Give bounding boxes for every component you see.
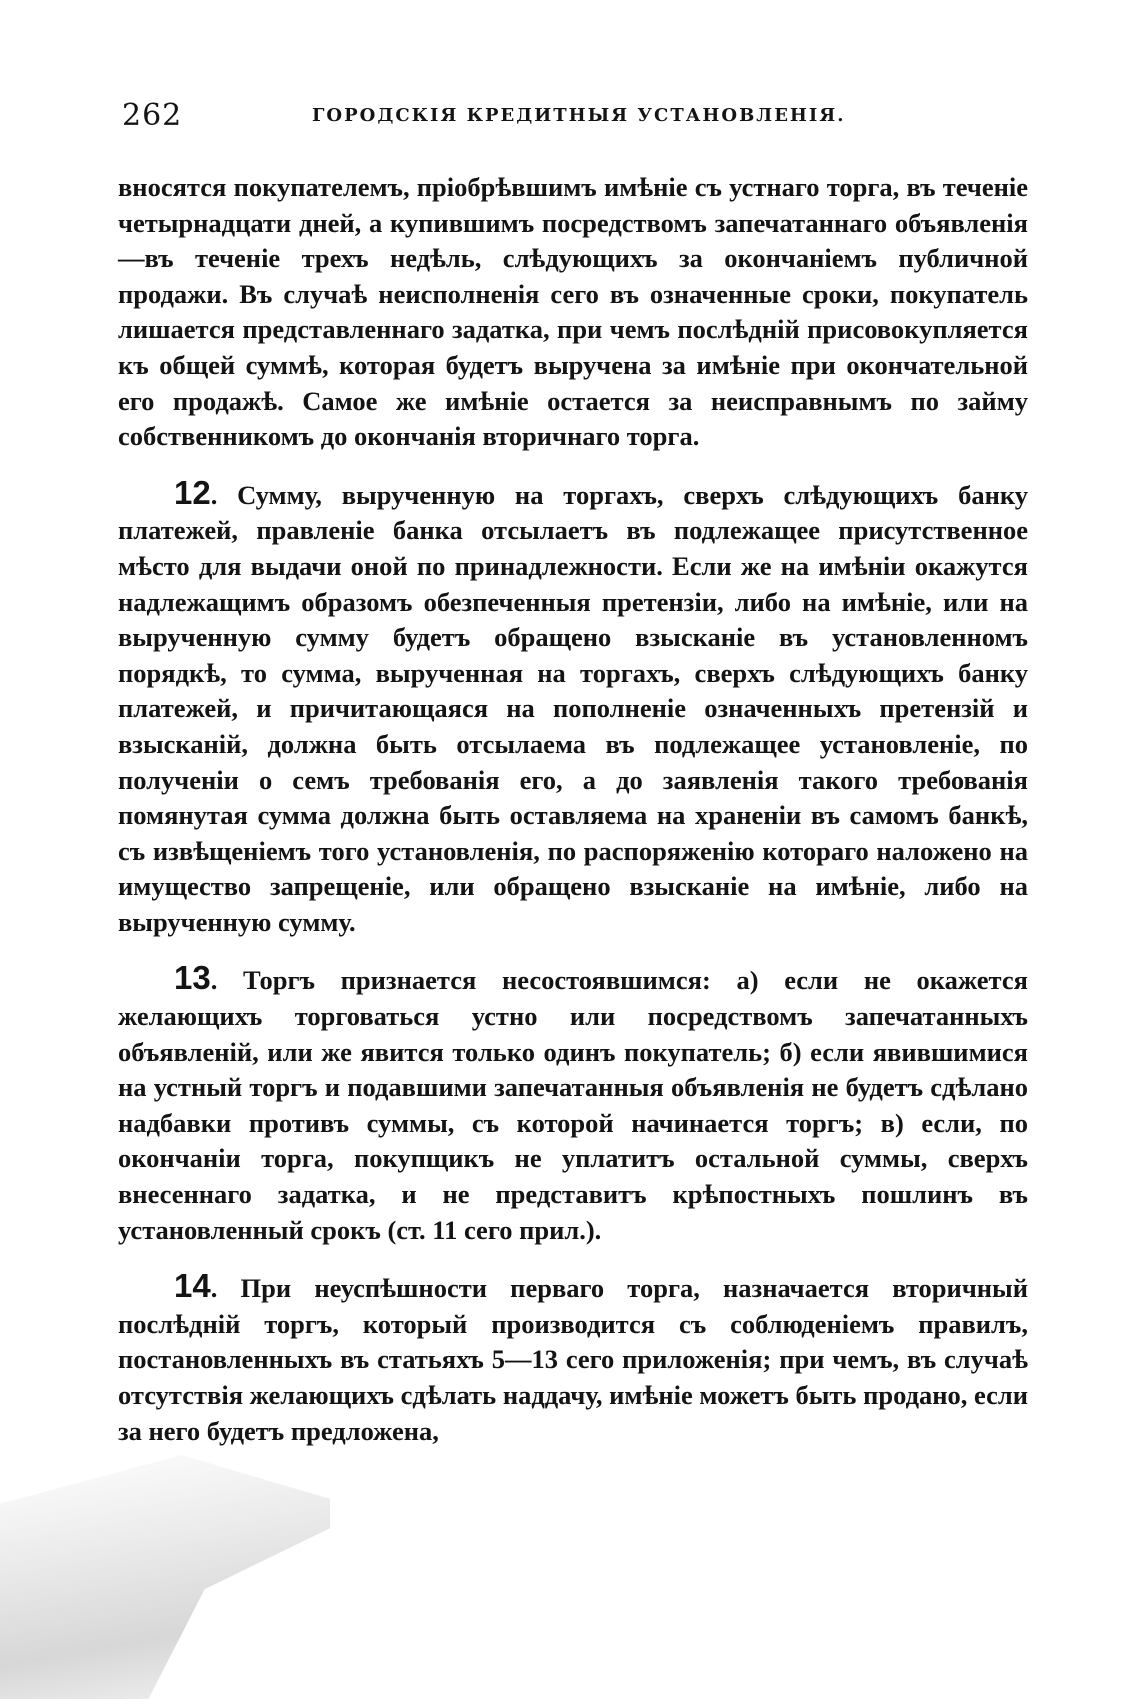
- page-header: [122, 98, 1027, 138]
- article-number: 13: [174, 959, 211, 997]
- paragraph-continuation: [118, 170, 1028, 455]
- body-text: [118, 170, 1028, 1449]
- paragraph-text: . Торгъ признается несостоявшимся: а) если не окажется желающихъ торговаться устно или посредствомъ запечатанныхъ объявленій, или же явится только одинъ покупатель; б) если явившимися на устный торгъ и подавшими запечатанныя объявленія не будетъ сдѣлано надбавки противъ суммы, съ которой начинается торгъ; в) если, по окончаніи торга, покупщикъ не уплатитъ остальной суммы, сверхъ внесеннаго задатка, и не представитъ крѣпостныхъ пошлинъ въ установленный срокъ (ст. 11 сего прил.).: [118, 965, 1028, 1245]
- article-14: [118, 1268, 1028, 1449]
- paragraph-text: . При неуспѣшности перваго торга, назначается вторичный послѣдній торгъ, который производится съ соблюденіемъ правилъ, постановленныхъ въ статьяхъ 5—13 сего приложенія; при чемъ, въ случаѣ отсутствія желающихъ сдѣлать наддачу, имѣніе можетъ быть продано, если за него будетъ предложена,: [118, 1273, 1028, 1446]
- scan-shadow: [0, 1455, 330, 1699]
- article-number: 14: [174, 1267, 211, 1305]
- article-number: 12: [174, 473, 211, 511]
- article-12: [118, 475, 1028, 941]
- running-title: ГОРОДСКІЯ КРЕДИТНЫЯ УСТАНОВЛЕНІЯ.: [312, 105, 846, 126]
- page-number: 262: [122, 98, 183, 133]
- article-13: [118, 960, 1028, 1248]
- paragraph-text: . Сумму, вырученную на торгахъ, сверхъ слѣдующихъ банку платежей, правленіе банка отсылаетъ въ подлежащее присутственное мѣсто для выдачи оной по принадлежности. Если же на имѣніи окажутся надлежащимъ образомъ обезпеченныя претензіи, либо на имѣніе, или на вырученную сумму будетъ обращено взысканіе въ установленномъ порядкѣ, то сумма, вырученная на торгахъ, сверхъ слѣдующихъ банку платежей, и причитающаяся на пополненіе означенныхъ претензій и взысканій, должна быть отсылаема въ подлежащее установленіе, по полученіи о семъ требованія его, а до заявленія такого требованія помянутая сумма должна быть оставляема на храненіи въ самомъ банкѣ, съ извѣщеніемъ того установленія, по распоряженію котораго наложено на имущество запрещеніе, или обращено взысканіе на имѣніе, либо на вырученную сумму.: [118, 479, 1028, 937]
- paragraph-text: вносятся покупателемъ, пріобрѣвшимъ имѣніе съ устнаго торга, въ теченіе четырнадцати дней, а купившимъ посредствомъ запечатаннаго объявленія—въ теченіе трехъ недѣль, слѣдующихъ за окончаніемъ публичной продажи. Въ случаѣ неисполненія сего въ означенные сроки, покупатель лишается представленнаго задатка, при чемъ послѣдній присовокупляется къ общей суммѣ, которая будетъ выручена за имѣніе при окончательной его продажѣ. Самое же имѣніе остается за неисправнымъ по займу собственникомъ до окончанія вторичнаго торга.: [118, 172, 1028, 452]
